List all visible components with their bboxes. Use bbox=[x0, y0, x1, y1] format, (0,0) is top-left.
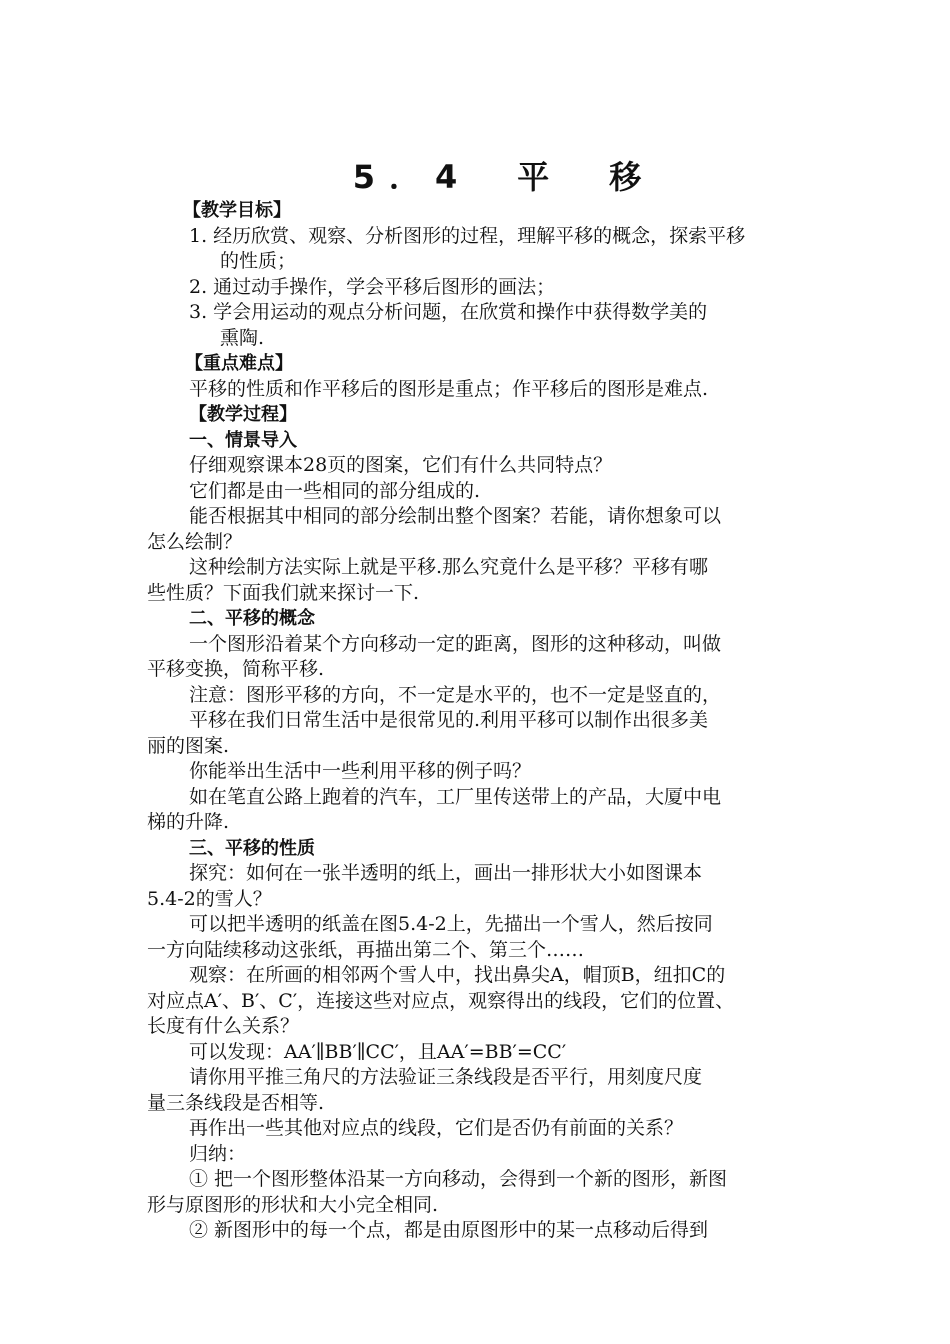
text-line: 3. 学会用运动的观点分析问题，在欣赏和操作中获得数学美的 bbox=[189, 301, 708, 323]
text-line: 1. 经历欣赏、观察、分析图形的过程，理解平移的概念，探索平移 bbox=[189, 224, 746, 247]
section-heading: 【教学过程】 bbox=[189, 404, 297, 425]
text-line: 2. 通过动手操作，学会平移后图形的画法； bbox=[189, 275, 556, 298]
text-line: 再作出一些其他对应点的线段，它们是否仍有前面的关系？ bbox=[189, 1117, 684, 1139]
page-title: 5．4 平 移 bbox=[352, 158, 656, 196]
text-line: 的性质； bbox=[220, 250, 297, 272]
text-line: 你能举出生活中一些利用平移的例子吗？ bbox=[189, 760, 532, 782]
text-line: 5.4-2的雪人？ bbox=[147, 887, 272, 910]
text-line: 丽的图案. bbox=[147, 734, 230, 757]
text-line: 可以把半透明的纸盖在图5.4-2上，先描出一个雪人，然后按同 bbox=[189, 913, 713, 935]
text-line: 观察：在所画的相邻两个雪人中，找出鼻尖A，帽顶B，纽扣C的 bbox=[189, 964, 726, 986]
text-line: ② 新图形中的每一个点，都是由原图形中的某一点移动后得到 bbox=[189, 1219, 709, 1241]
text-line: 形与原图形的形状和大小完全相同. bbox=[147, 1193, 439, 1216]
text-line: 请你用平推三角尺的方法验证三条线段是否平行，用刻度尺度 bbox=[189, 1066, 703, 1088]
section-heading: 【教学目标】 bbox=[183, 200, 291, 221]
text-line: 熏陶. bbox=[220, 326, 265, 349]
text-line: 探究：如何在一张半透明的纸上，画出一排形状大小如图课本 bbox=[189, 862, 703, 884]
text-line: 注意：图形平移的方向，不一定是水平的，也不一定是竖直的， bbox=[189, 683, 722, 706]
text-line: 如在笔直公路上跑着的汽车，工厂里传送带上的产品，大厦中电 bbox=[189, 785, 722, 808]
text-line: 长度有什么关系？ bbox=[147, 1015, 300, 1037]
text-line: 它们都是由一些相同的部分组成的. bbox=[189, 479, 481, 502]
text-line: 梯的升降. bbox=[147, 811, 230, 833]
text-line: 平移在我们日常生活中是很常见的.利用平移可以制作出很多美 bbox=[189, 709, 709, 731]
section-heading: 二、平移的概念 bbox=[189, 608, 315, 629]
text-line: 平移的性质和作平移后的图形是重点；作平移后的图形是难点. bbox=[189, 377, 709, 400]
text-line: 能否根据其中相同的部分绘制出整个图案？若能，请你想象可以 bbox=[189, 505, 722, 527]
text-line: 对应点A′、B′、C′，连接这些对应点，观察得出的线段，它们的位置、 bbox=[147, 989, 735, 1012]
section-heading: 一、情景导入 bbox=[189, 429, 297, 451]
text-line: 些性质？下面我们就来探讨一下. bbox=[147, 581, 420, 604]
text-line: 可以发现：AA′∥BB′∥CC′，且AA′=BB′=CC′ bbox=[189, 1040, 567, 1063]
text-line: 这种绘制方法实际上就是平移.那么究竟什么是平移？平移有哪 bbox=[189, 556, 709, 578]
lesson-body bbox=[147, 198, 813, 1244]
text-line: 量三条线段是否相等. bbox=[147, 1091, 325, 1114]
text-line: 归纳： bbox=[189, 1142, 247, 1165]
text-line: ① 把一个图形整体沿某一方向移动，会得到一个新的图形，新图 bbox=[189, 1168, 728, 1190]
text-line: 一方向陆续移动这张纸，再描出第二个、第三个…… bbox=[147, 938, 585, 961]
text-line: 一个图形沿着某个方向移动一定的距离，图形的这种移动，叫做 bbox=[189, 632, 722, 655]
section-heading: 三、平移的性质 bbox=[189, 837, 315, 859]
section-heading: 【重点难点】 bbox=[185, 353, 293, 374]
text-line: 怎么绘制？ bbox=[147, 530, 243, 553]
text-line: 仔细观察课本28页的图案，它们有什么共同特点？ bbox=[189, 454, 613, 476]
text-line: 平移变换，简称平移. bbox=[147, 658, 325, 680]
